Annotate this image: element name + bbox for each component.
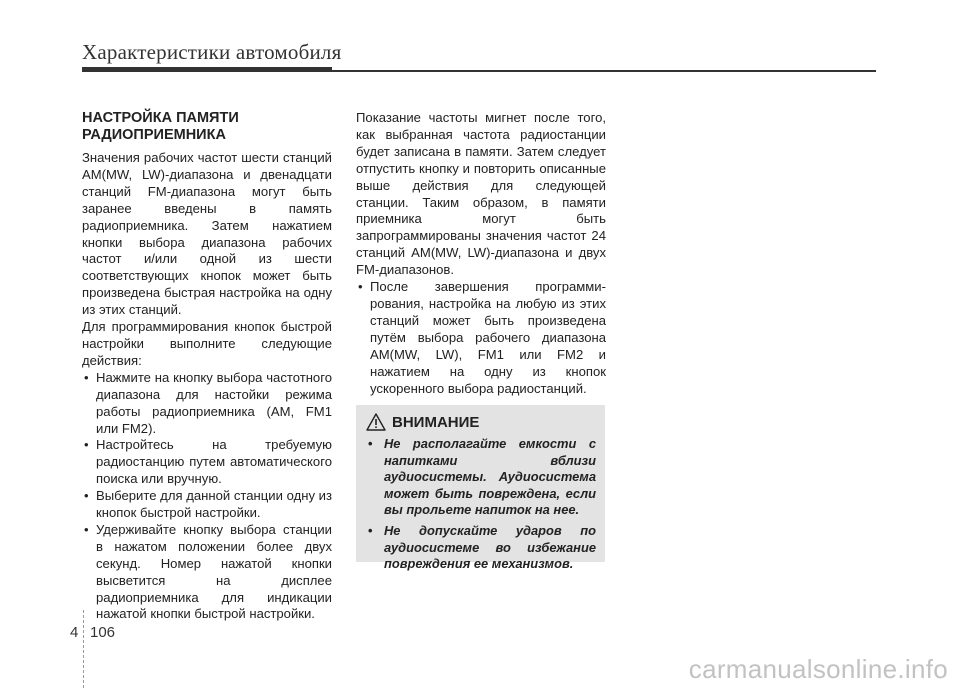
page-header-title: Характеристики автомобиля <box>82 40 342 64</box>
watermark-text: carmanualsonline.info <box>688 654 948 684</box>
list-item: • Выберите для данной станции одну из кнопок быстрой настройки. <box>82 488 332 522</box>
section-heading <box>82 110 332 144</box>
warning-list <box>366 436 596 577</box>
intro-paragraph: Значения рабочих частот шести станций AM(MW, LW)-диапазона и двенадцати станций FM-диапазона могут быть заранее введены в память радиоприемника. Затем нажатием кнопки выбора диапазона рабочих частот и/или одной из шести соответствующих кнопок может быть произведена быстрая настройка на одну из этих станций. <box>82 150 332 318</box>
page-number: 106 <box>90 624 116 641</box>
heading-line-1: НАСТРОЙКА ПАМЯТИ <box>82 110 239 126</box>
warning-box <box>356 405 605 572</box>
list-item: • Удерживайте кнопку выбора станции в нажатом положении более двух секунд. Номер нажатой кнопки высветится на дисплее радиоприемника для индикации нажатой кнопки быстрой настройки. <box>82 522 332 623</box>
right-column <box>356 110 606 397</box>
warning-header <box>366 411 479 433</box>
warning-triangle-icon <box>366 413 386 431</box>
warning-item: • Не располагайте емкости с напитками вблизи аудиосистемы. Аудиосистема может быть повреждена, если вы прольете напиток на нее. <box>366 436 596 519</box>
header-rule-thick <box>82 67 332 72</box>
list-item: • Настройтесь на требуемую радиостанцию путем автоматического поиска или вручную. <box>82 437 332 488</box>
left-column <box>82 110 332 623</box>
memory-paragraph: Показание частоты мигнет после того, как выбранная частота радиостанции будет записана в памяти. Затем следует отпустить кнопку и повторить описанные выше действия для следующей станции. Таким образом, в памяти приемника могут быть запрограммированы значения частот 24 станций AM(MW, LW)-диапазона и двух FM-диапазонов. <box>356 110 606 278</box>
list-item: • После завершения программирования, настройка на любую из этих станций может быть произведена путём выбора рабочего диапазона AM(MW, LW), FM1 или FM2 и нажатием на одну из кнопок ускоренного выбора радиостанций. <box>356 279 606 397</box>
instructions-paragraph: Для программирования кнопок быстрой настройки выполните следующие действия: <box>82 319 332 368</box>
instruction-list <box>82 370 332 624</box>
list-item: • Нажмите на кнопку выбора частотного диапазона для настойки режима работы радиоприемника (AM, FM1 или FM2). <box>82 370 332 438</box>
after-programming-list <box>356 279 606 397</box>
header-rule-thin <box>332 70 876 72</box>
warning-title: ВНИМАНИЕ <box>392 413 480 431</box>
heading-line-2: РАДИОПРИЕМНИКА <box>82 127 226 143</box>
section-number: 4 <box>70 624 79 641</box>
warning-item: • Не допускайте ударов по аудиосистеме во избежание повреждения ее механизмов. <box>366 523 596 573</box>
footer-divider <box>83 610 85 688</box>
